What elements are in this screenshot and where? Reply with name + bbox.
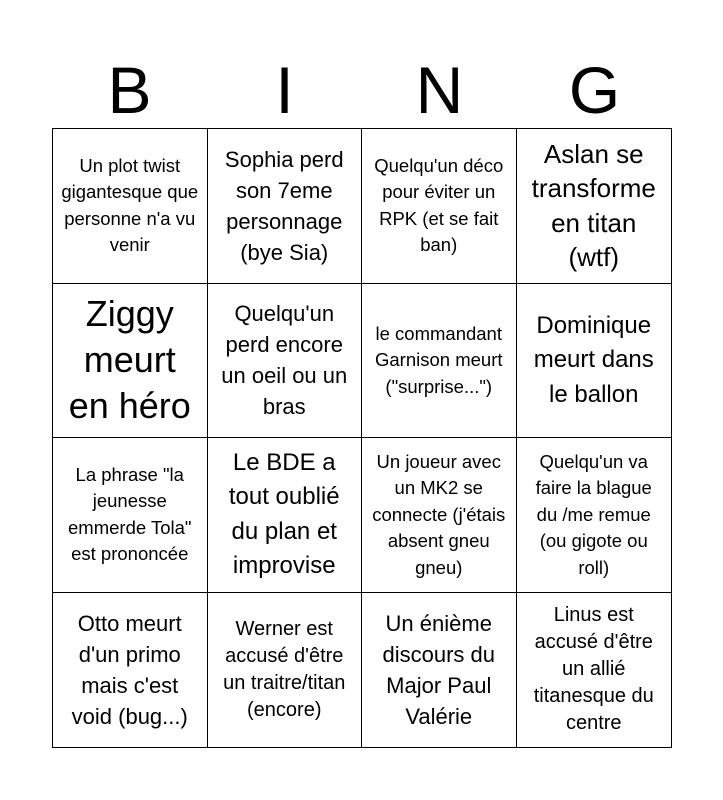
header-letter-g: G — [568, 53, 621, 127]
bingo-card-grid — [52, 128, 672, 748]
cell-text: La phrase "la jeunesse emmerde Tola" est prononcée — [68, 463, 192, 565]
cell-text: Sophia perd son 7eme personnage (bye Sia) — [224, 146, 344, 265]
header-letter-i: I — [275, 53, 294, 127]
cell-text: Un énième discours du Major Paul Valérie — [382, 610, 495, 729]
bingo-cell-r4c1[interactable] — [53, 593, 208, 748]
bingo-header — [52, 52, 672, 128]
bingo-cell-r4c3[interactable] — [362, 593, 517, 748]
cell-text: Un plot twist gigantesque que personne n'a vu venir — [61, 154, 199, 256]
cell-text: Otto meurt d'un primo mais c'est void (bug...) — [71, 610, 188, 729]
bingo-cell-r2c3[interactable] — [362, 284, 517, 439]
cell-text: le commandant Garnison meurt ("surprise...") — [375, 322, 503, 397]
bingo-cell-r1c3[interactable] — [362, 129, 517, 284]
bingo-cell-r3c2[interactable] — [208, 438, 363, 593]
bingo-cell-r2c2[interactable] — [208, 284, 363, 439]
cell-text: Le BDE a tout oublié du plan et improvise — [228, 448, 340, 580]
bingo-cell-r2c4[interactable] — [517, 284, 672, 439]
cell-text: Quelqu'un va faire la blague du /me remue (ou gigote ou roll) — [535, 450, 652, 578]
cell-text: Ziggy meurt en héro — [68, 293, 191, 427]
cell-text: Dominique meurt dans le ballon — [533, 311, 654, 408]
cell-text: Quelqu'un déco pour éviter un RPK (et se fait ban) — [374, 154, 504, 256]
bingo-cell-r4c4[interactable] — [517, 593, 672, 748]
bingo-cell-r4c2[interactable] — [208, 593, 363, 748]
header-letter-n: N — [415, 53, 464, 127]
bingo-cell-r1c2[interactable] — [208, 129, 363, 284]
bingo-cell-r3c4[interactable] — [517, 438, 672, 593]
bingo-cell-r2c1[interactable] — [53, 284, 208, 439]
cell-text: Werner est accusé d'être un traitre/titan (encore) — [223, 617, 346, 721]
cell-text: Un joueur avec un MK2 se connecte (j'étais absent gneu gneu) — [372, 450, 506, 578]
bingo-cell-r1c1[interactable] — [53, 129, 208, 284]
bingo-cell-r3c1[interactable] — [53, 438, 208, 593]
bingo-cell-r3c3[interactable] — [362, 438, 517, 593]
cell-text: Quelqu'un perd encore un oeil ou un bras — [221, 301, 348, 420]
header-letter-b: B — [107, 53, 152, 127]
cell-text: Linus est accusé d'être un allié titanesque du centre — [533, 604, 654, 735]
cell-text: Aslan se transforme en titan (wtf) — [531, 138, 656, 273]
bingo-cell-r1c4[interactable] — [517, 129, 672, 284]
